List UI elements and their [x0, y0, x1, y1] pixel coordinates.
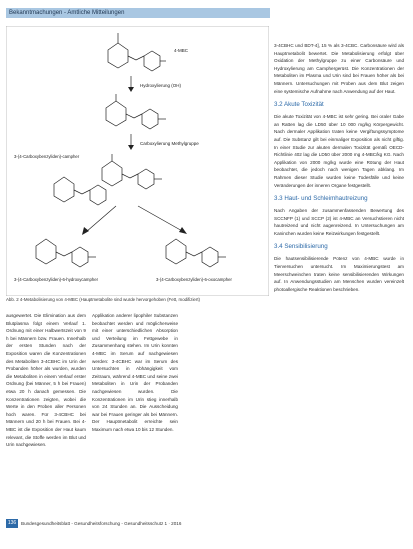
section-text-sensitization: Die hautsensibilisierende Potenz von 4-MBC wurde in Tierversuchen untersucht. Im Maximierungstest am Meerschweinchen traten keine sensibilisierenden Wirkungen auf. In Anwendungsstudien am Menschen wurden vereinzelt photoallergische Reaktionen beschrieben. [274, 256, 404, 292]
body-column-middle [92, 312, 178, 434]
metabolism-figure [6, 26, 269, 296]
section-header-title: Bekanntmachungen - Amtliche Mitteilungen [9, 10, 125, 16]
section-heading-irritation: 3.3 Haut- und Schleimhautreizung [274, 195, 368, 203]
label-hydroxylation: Hydroxylierung (OH) [140, 83, 182, 88]
section-text-irritation: Nach Angaben der zusammenfassenden Bewertung des SCCNFP (1) und SCCP (2) ist 4-MBC an Versuchstieren nicht hautreizend und nicht augenreizend. In Untersuchungen am Kaninchen wurden keine Reizwirkungen festgestellt. [274, 208, 404, 236]
label-carboxybenzyliden: 3-(4-Carboxybenzyliden)-campher [14, 154, 80, 159]
body-column-right [274, 42, 404, 293]
body-paragraph: Applikation anderer lipophiler Substanzen beobachtet werden und möglicherweise mit einer unterschiedlichen Absorption und Verteilung im Fettgewebe in Zusammenhang stehen. Im Urin konnten 4-MBC im Serum auf nachgewiesen werden: 3-4CBHC war im Serum des Untersuchten in Abhängigkeit vom Zeitraum, während 4-MBC und seine zwei Metaboliten in Urin der Probanden nachgewiesen wurden. Die Konzentrationen im Urin stieg innerhalb von 24 Stunden an. Die Ausscheidung war bei Frauen geringer als bei Männern. Der Hauptmetabolit erreichte sein Maximum nach etwa 10 bis 12 Stunden. [92, 313, 178, 432]
figure-caption: Abb. 2 4-Metabolisierung von 4-MBC (Hauptmetabolite sind wurde hervorgehoben (Fett, modifiziert) [6, 297, 201, 302]
section-heading-sensitization: 3.4 Sensibilisierung [274, 243, 328, 251]
label-4mbc: 4-MBC [174, 48, 189, 53]
journal-citation: Bundesgesundheitsblatt - Gesundheitsforschung - Gesundheitsschutz 1 · 2016 [21, 521, 182, 526]
body-column-left [6, 312, 86, 449]
page-number: 136 [7, 520, 17, 526]
metabolism-diagram [6, 26, 269, 296]
label-carboxylation: Carboxylierung Methylgruppe [140, 141, 199, 146]
label-oxocampher: 3-(4-Carboxybenzyliden)-6-oxocampher [156, 277, 232, 282]
body-paragraph: ausgewertet. Die Elimination aus dem Blutplasma folgt einem Verlauf 1. Ordnung mit einer Halbwertszeit von 9 h bei Männern bzw. Frauen. Innerhalb der ersten Stunden nach der Exposition waren die Konzentrationen des Metaboliten 3-4CBHC im Urin der Probanden höher als wurden, wurden die Metaboliten in einem Verlauf erster Ordnung (bei Männer, 5 h bei Frauen) etwa 20 h danach gemessen. Die Konzentrationen zeigten, wobei die Werte in den Proben aller Personen hoch waren. Für 3-4CBHC bei Männern und 20 h bei Frauen. Bei 4-MBC ist die Exposition der Haut kaum relevant, die Stoffe werden im Blut und Urin nachgewiesen. [6, 313, 86, 448]
body-paragraph-intro: 3-4CBHC und BDT-4], 15 % als 3-4CBC. Carbonsäure wird als Hauptmetabolit bewertet. Die Metabolisierung erfolgt über Oxidation der Methylgruppe zu einer Carbonsäure und Hydroxylierung am Camphergerüst. Die Konzentrationen der Metaboliten im Plasma und Urin sind bei Frauen höher als bei Männern. Untersuchungen mit Proben aus dem Blut zeigen eine systemische Aufnahme nach Anwendung auf der Haut. [274, 43, 404, 94]
label-hydroxycampher: 3-(4-Carboxybenzyliden)-6-hydroxycampher [14, 277, 99, 282]
section-heading-acute-toxicity: 3.2 Akute Toxizität [274, 101, 324, 109]
figure-frame [6, 26, 269, 296]
section-text-acute-toxicity: Die akute Toxizität von 4-MBC ist sehr gering. Bei oraler Gabe an Ratten lag die LD50 über 10 000 mg/kg Körpergewicht. Nach dermaler Applikation traten keine Vergiftungssymptome auf. Die Substanz gilt bei einmaliger Exposition als nicht giftig. In einer Studie zur akuten dermalen Toxizität gemäß OECD-Richtlinie 402 lag die LD50 über 2000 mg 4-MBC/kg KG. Nach Applikation von 2000 mg/kg wurde eine Rötung der Haut beobachtet, die jedoch nach wenigen Tagen abklang. Im Rahmen dieser Studie wurden keine Todesfälle und keine Veränderungen der inneren Organe festgestellt. [274, 114, 404, 188]
section-header-bar [6, 8, 270, 18]
page-footer [6, 519, 406, 528]
